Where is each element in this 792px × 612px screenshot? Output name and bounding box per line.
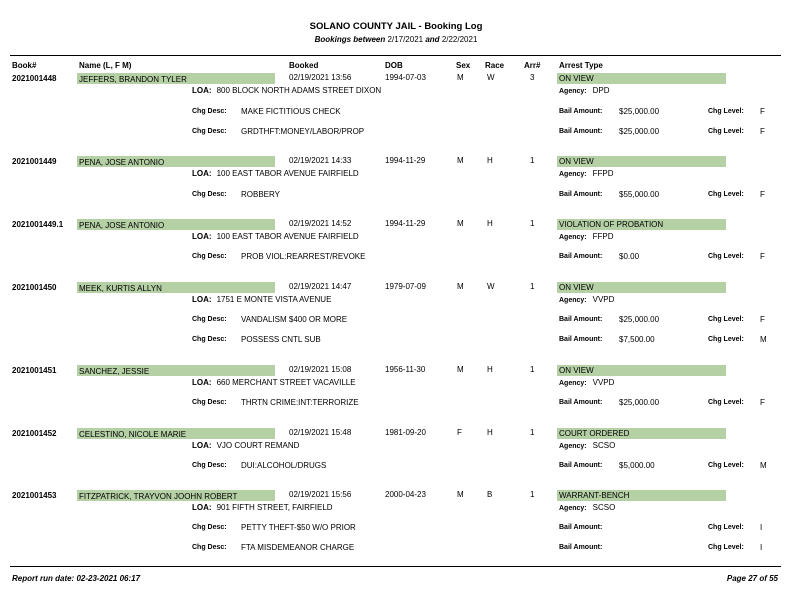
bail-amount-value: $0.00 bbox=[619, 252, 640, 261]
chg-desc-label: Chg Desc: bbox=[192, 524, 227, 531]
chg-level-label: Chg Level: bbox=[708, 524, 744, 531]
race: H bbox=[487, 365, 493, 374]
page-number: Page 27 of 55 bbox=[726, 574, 778, 583]
agency-row bbox=[559, 232, 614, 241]
loa-row bbox=[192, 232, 359, 241]
agency-label: Agency: bbox=[559, 297, 587, 304]
race: B bbox=[487, 490, 493, 499]
loa-value: 100 EAST TABOR AVENUE FAIRFIELD bbox=[216, 232, 359, 241]
bail-amount-value: $25,000.00 bbox=[619, 398, 660, 407]
col-name: Name (L, F M) bbox=[79, 61, 132, 70]
agency-label: Agency: bbox=[559, 171, 587, 178]
dob: 2000-04-23 bbox=[385, 490, 426, 499]
sex: M bbox=[457, 365, 464, 374]
bail-amount-value: $25,000.00 bbox=[619, 107, 660, 116]
race: W bbox=[487, 282, 495, 291]
chg-level-value: M bbox=[760, 461, 767, 470]
loa-value: 100 EAST TABOR AVENUE FAIRFIELD bbox=[216, 169, 359, 178]
agency-value: FFPD bbox=[592, 169, 614, 178]
col-book: Book# bbox=[12, 61, 37, 70]
dob: 1956-11-30 bbox=[385, 365, 426, 374]
bail-amount-label: Bail Amount: bbox=[559, 108, 603, 115]
race: H bbox=[487, 219, 493, 228]
dob: 1994-11-29 bbox=[385, 219, 426, 228]
dob: 1979-07-09 bbox=[385, 282, 426, 291]
chg-level-label: Chg Level: bbox=[708, 128, 744, 135]
bail-amount-label: Bail Amount: bbox=[559, 524, 603, 531]
arrest-number: 1 bbox=[530, 490, 535, 499]
chg-level-label: Chg Level: bbox=[708, 253, 744, 260]
chg-desc-value: VANDALISM $400 OR MORE bbox=[241, 315, 348, 324]
dob: 1994-11-29 bbox=[385, 156, 426, 165]
chg-level-label: Chg Level: bbox=[708, 399, 744, 406]
chg-level-value: I bbox=[760, 543, 763, 552]
chg-desc-label: Chg Desc: bbox=[192, 336, 227, 343]
agency-value: DPD bbox=[592, 86, 610, 95]
bail-amount-label: Bail Amount: bbox=[559, 128, 603, 135]
booked-datetime: 02/19/2021 15:48 bbox=[289, 428, 352, 437]
bail-amount-label: Bail Amount: bbox=[559, 462, 603, 469]
chg-level-label: Chg Level: bbox=[708, 336, 744, 343]
inmate-name: PENA, JOSE ANTONIO bbox=[79, 158, 165, 167]
loa-row bbox=[192, 86, 381, 95]
agency-label: Agency: bbox=[559, 234, 587, 241]
arrest-number: 1 bbox=[530, 219, 535, 228]
sex: M bbox=[457, 282, 464, 291]
chg-level-value: F bbox=[760, 252, 765, 261]
bail-amount-label: Bail Amount: bbox=[559, 399, 603, 406]
agency-row bbox=[559, 295, 614, 304]
chg-desc-label: Chg Desc: bbox=[192, 108, 227, 115]
chg-desc-value: ROBBERY bbox=[241, 190, 280, 199]
loa-value: 901 FIFTH STREET, FAIRFIELD bbox=[216, 503, 333, 512]
agency-value: SCSO bbox=[592, 441, 616, 450]
chg-desc-value: PROB VIOL:REARREST/REVOKE bbox=[241, 252, 366, 261]
booked-datetime: 02/19/2021 14:47 bbox=[289, 282, 352, 291]
race: H bbox=[487, 156, 493, 165]
date-from: 2/17/2021 bbox=[387, 35, 424, 44]
loa-label: LOA: bbox=[192, 295, 212, 304]
agency-value: SCSO bbox=[592, 503, 616, 512]
loa-label: LOA: bbox=[192, 169, 212, 178]
arrest-number: 3 bbox=[530, 73, 535, 82]
report-title: SOLANO COUNTY JAIL - Booking Log bbox=[309, 21, 483, 32]
header-rule bbox=[10, 55, 781, 56]
chg-desc-label: Chg Desc: bbox=[192, 191, 227, 198]
agency-row bbox=[559, 378, 614, 387]
bail-amount-value: $7,500.00 bbox=[619, 335, 655, 344]
chg-level-value: F bbox=[760, 127, 765, 136]
agency-row bbox=[559, 503, 615, 512]
loa-label: LOA: bbox=[192, 86, 212, 95]
loa-value: 800 BLOCK NORTH ADAMS STREET DIXON bbox=[216, 86, 382, 95]
agency-label: Agency: bbox=[559, 88, 587, 95]
col-arrest-type: Arrest Type bbox=[559, 61, 603, 70]
loa-label: LOA: bbox=[192, 232, 212, 241]
footer-rule bbox=[10, 566, 781, 567]
bail-amount-label: Bail Amount: bbox=[559, 336, 603, 343]
loa-value: 660 MERCHANT STREET VACAVILLE bbox=[216, 378, 356, 387]
chg-desc-label: Chg Desc: bbox=[192, 462, 227, 469]
col-sex: Sex bbox=[456, 61, 471, 70]
loa-row bbox=[192, 169, 359, 178]
inmate-name: FITZPATRICK, TRAYVON JOOHN ROBERT bbox=[79, 492, 238, 501]
chg-level-label: Chg Level: bbox=[708, 462, 744, 469]
bail-amount-value: $55,000.00 bbox=[619, 190, 660, 199]
bail-amount-value: $25,000.00 bbox=[619, 315, 660, 324]
book-number: 2021001451 bbox=[12, 366, 57, 375]
chg-level-value: I bbox=[760, 523, 763, 532]
chg-desc-label: Chg Desc: bbox=[192, 316, 227, 323]
inmate-name: JEFFERS, BRANDON TYLER bbox=[79, 75, 187, 84]
agency-value: VVPD bbox=[592, 378, 615, 387]
report-subtitle bbox=[0, 35, 792, 44]
date-to: 2/22/2021 bbox=[441, 35, 478, 44]
chg-desc-label: Chg Desc: bbox=[192, 128, 227, 135]
race: H bbox=[487, 428, 493, 437]
booked-datetime: 02/19/2021 14:52 bbox=[289, 219, 352, 228]
inmate-name: PENA, JOSE ANTONIO bbox=[79, 221, 165, 230]
booked-datetime: 02/19/2021 13:56 bbox=[289, 73, 352, 82]
arrest-number: 1 bbox=[530, 428, 535, 437]
bail-amount-label: Bail Amount: bbox=[559, 544, 603, 551]
col-race: Race bbox=[485, 61, 505, 70]
inmate-name: SANCHEZ, JESSIE bbox=[79, 367, 150, 376]
agency-row bbox=[559, 169, 614, 178]
chg-desc-label: Chg Desc: bbox=[192, 253, 227, 260]
loa-value: 1751 E MONTE VISTA AVENUE bbox=[216, 295, 332, 304]
booked-datetime: 02/19/2021 14:33 bbox=[289, 156, 352, 165]
sex: M bbox=[457, 219, 464, 228]
arrest-type: VIOLATION OF PROBATION bbox=[559, 220, 664, 229]
book-number: 2021001453 bbox=[12, 491, 57, 500]
chg-level-label: Chg Level: bbox=[708, 544, 744, 551]
agency-row bbox=[559, 86, 610, 95]
chg-level-label: Chg Level: bbox=[708, 108, 744, 115]
loa-row bbox=[192, 441, 299, 450]
dob: 1981-09-20 bbox=[385, 428, 426, 437]
subtitle-prefix: Bookings between bbox=[314, 35, 386, 44]
chg-level-value: M bbox=[760, 335, 767, 344]
chg-desc-value: GRDTHFT:MONEY/LABOR/PROP bbox=[241, 127, 365, 136]
bail-amount-label: Bail Amount: bbox=[559, 191, 603, 198]
arrest-type: ON VIEW bbox=[559, 366, 594, 375]
chg-desc-value: THRTN CRIME:INT:TERRORIZE bbox=[241, 398, 359, 407]
arrest-number: 1 bbox=[530, 156, 535, 165]
loa-label: LOA: bbox=[192, 503, 212, 512]
book-number: 2021001450 bbox=[12, 283, 57, 292]
book-number: 2021001449 bbox=[12, 157, 57, 166]
arrest-type: ON VIEW bbox=[559, 283, 594, 292]
chg-desc-value: POSSESS CNTL SUB bbox=[241, 335, 321, 344]
arrest-number: 1 bbox=[530, 365, 535, 374]
col-dob: DOB bbox=[385, 61, 403, 70]
booked-datetime: 02/19/2021 15:08 bbox=[289, 365, 352, 374]
sex: M bbox=[457, 73, 464, 82]
arrest-number: 1 bbox=[530, 282, 535, 291]
bail-amount-label: Bail Amount: bbox=[559, 316, 603, 323]
arrest-type: ON VIEW bbox=[559, 74, 594, 83]
report-run-date: Report run date: 02-23-2021 06:17 bbox=[12, 574, 141, 583]
chg-desc-value: DUI:ALCOHOL/DRUGS bbox=[241, 461, 327, 470]
bail-amount-value: $25,000.00 bbox=[619, 127, 660, 136]
chg-desc-value: FTA MISDEMEANOR CHARGE bbox=[241, 543, 355, 552]
sex: M bbox=[457, 490, 464, 499]
bail-amount-value: $5,000.00 bbox=[619, 461, 655, 470]
col-booked: Booked bbox=[289, 61, 319, 70]
loa-value: VJO COURT REMAND bbox=[216, 441, 300, 450]
loa-label: LOA: bbox=[192, 378, 212, 387]
agency-value: FFPD bbox=[592, 232, 614, 241]
chg-level-value: F bbox=[760, 190, 765, 199]
col-arr: Arr# bbox=[524, 61, 541, 70]
chg-desc-value: MAKE FICTITIOUS CHECK bbox=[241, 107, 341, 116]
sex: F bbox=[457, 428, 462, 437]
chg-level-label: Chg Level: bbox=[708, 316, 744, 323]
loa-row bbox=[192, 378, 356, 387]
arrest-type: ON VIEW bbox=[559, 157, 594, 166]
agency-label: Agency: bbox=[559, 443, 587, 450]
dob: 1994-07-03 bbox=[385, 73, 426, 82]
chg-level-value: F bbox=[760, 398, 765, 407]
sex: M bbox=[457, 156, 464, 165]
inmate-name: CELESTINO, NICOLE MARIE bbox=[79, 430, 187, 439]
arrest-type: COURT ORDERED bbox=[559, 429, 630, 438]
inmate-name: MEEK, KURTIS ALLYN bbox=[79, 284, 162, 293]
agency-row bbox=[559, 441, 615, 450]
loa-row bbox=[192, 503, 333, 512]
booked-datetime: 02/19/2021 15:56 bbox=[289, 490, 352, 499]
chg-level-value: F bbox=[760, 315, 765, 324]
book-number: 2021001449.1 bbox=[12, 220, 64, 229]
chg-desc-label: Chg Desc: bbox=[192, 544, 227, 551]
agency-label: Agency: bbox=[559, 505, 587, 512]
loa-label: LOA: bbox=[192, 441, 212, 450]
arrest-type: WARRANT-BENCH bbox=[559, 491, 630, 500]
chg-level-value: F bbox=[760, 107, 765, 116]
agency-value: VVPD bbox=[592, 295, 615, 304]
book-number: 2021001448 bbox=[12, 74, 57, 83]
loa-row bbox=[192, 295, 331, 304]
bail-amount-label: Bail Amount: bbox=[559, 253, 603, 260]
race: W bbox=[487, 73, 495, 82]
chg-desc-label: Chg Desc: bbox=[192, 399, 227, 406]
chg-desc-value: PETTY THEFT-$50 W/O PRIOR bbox=[241, 523, 356, 532]
subtitle-and: and bbox=[425, 35, 440, 44]
agency-label: Agency: bbox=[559, 380, 587, 387]
book-number: 2021001452 bbox=[12, 429, 57, 438]
chg-level-label: Chg Level: bbox=[708, 191, 744, 198]
